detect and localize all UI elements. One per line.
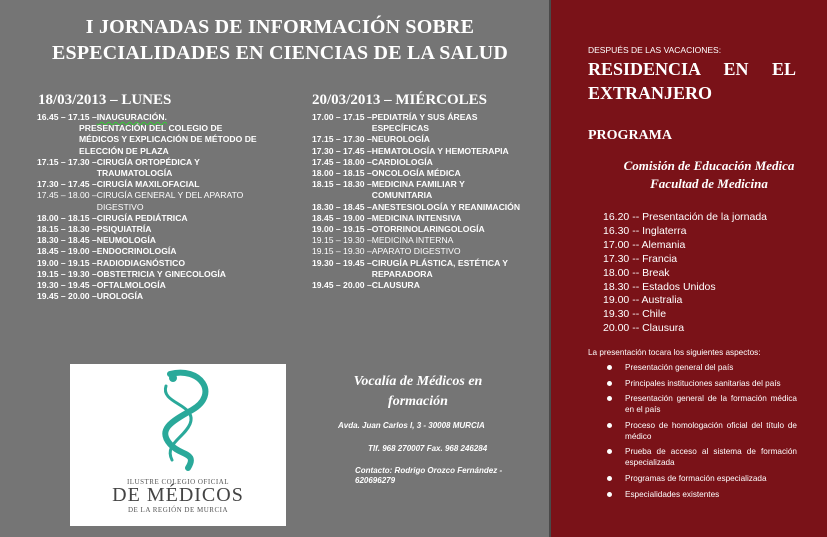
right-title-line1: RESIDENCIA EN EL (588, 59, 796, 79)
schedule-topic: ENDOCRINOLOGÍA (96, 246, 177, 257)
comision-line1: Comisión de Educación Medica (623, 158, 795, 173)
phone: Tlf. 968 270007 Fax. 968 246284 (368, 444, 488, 453)
schedule-row (312, 202, 526, 213)
schedule-topic: CARDIOLOGÍA (371, 156, 433, 167)
schedule-topic: CIRUGÍA GENERAL Y DEL APARATO DIGESTIVO (96, 190, 244, 212)
schedule-row (312, 157, 526, 168)
schedule-row (37, 258, 259, 269)
aspect-text: Presentación general del país (625, 363, 734, 372)
schedule-time: 19.30 – 19.45 – (37, 280, 97, 291)
schedule-row (312, 134, 526, 145)
aspects-intro: La presentación tocara los siguientes aspectos: (588, 348, 761, 357)
colegio-logo (70, 364, 286, 526)
schedule-time: 18.00 – 18.15 – (312, 168, 372, 179)
schedule-row (37, 291, 259, 302)
schedule-topic: PRESENTACIÓN DEL COLEGIO DE MÉDICOS Y EXPLICACIÓN DE MÉTODO DE ELECCIÓN DE PLAZA (79, 123, 257, 156)
contact: Contacto: Rodrigo Orozco Fernández - 620696279 (355, 466, 503, 485)
schedule-topic: OBSTETRICIA Y GINECOLOGÍA (96, 268, 226, 279)
logo-line1: ILUSTRE COLEGIO OFICIAL (126, 478, 230, 486)
vocalia-title: Vocalía de Médicos en formación (353, 374, 483, 409)
schedule-row (37, 190, 259, 212)
program-item: 16.30 -- Inglaterra (603, 224, 687, 237)
aspect-item (607, 362, 797, 373)
bullet-icon (607, 476, 612, 481)
schedule-topic: MEDICINA INTERNA (371, 235, 454, 246)
schedule-time: 18.45 – 19.00 – (312, 212, 372, 223)
programa-heading: PROGRAMA (588, 128, 672, 143)
schedule-topic: PSIQUIATRÍA (96, 224, 152, 235)
aspect-item (607, 489, 797, 500)
schedule-topic: MEDICINA INTENSIVA (371, 212, 462, 223)
schedule-topic: OFTALMOLOGÍA (96, 280, 166, 291)
schedule-topic: RADIODIAGNÓSTICO (96, 257, 186, 268)
right-subtitle: DESPUÉS DE LAS VACACIONES: (588, 45, 722, 55)
aspect-item (607, 393, 797, 415)
program-item: 20.00 -- Clausura (603, 322, 685, 335)
program-item: 17.30 -- Francia (603, 252, 678, 265)
schedule-row (37, 213, 259, 224)
aspect-text: Proceso de homologación oficial del título de médico (625, 420, 797, 441)
schedule-time: 16.45 – 17.15 – (37, 112, 97, 122)
schedule-row (37, 224, 259, 235)
bullet-icon (607, 381, 612, 386)
schedule-time: 17.45 – 18.00 – (37, 190, 97, 201)
schedule-time: 17.45 – 18.00 – (312, 156, 372, 167)
program-item: 18.30 -- Estados Unidos (603, 280, 716, 293)
schedule-row (312, 280, 526, 291)
schedule-topic: PEDIATRÍA Y SUS ÁREAS ESPECÍFICAS (371, 112, 478, 134)
schedule-time: 18.45 – 19.00 – (37, 246, 97, 257)
address: Avda. Juan Carlos I, 3 - 30008 MURCIA (338, 421, 485, 430)
schedule-time: 19.30 – 19.45 – (312, 257, 372, 268)
day1-heading: 18/03/2013 – LUNES (38, 92, 172, 108)
schedule-row (37, 112, 259, 123)
schedule-topic: ANESTESIOLOGÍA Y REANIMACIÓN (371, 201, 521, 212)
aspect-text: Principales instituciones sanitarias del país (625, 378, 781, 388)
event-title-line2: ESPECIALIDADES EN CIENCIAS DE LA SALUD (51, 42, 509, 64)
logo-line3: DE LA REGIÓN DE MURCIA (127, 506, 229, 514)
comision (591, 157, 827, 193)
schedule-time: 18.15 – 18.30 – (312, 179, 372, 190)
schedule-time: 17.30 – 17.45 – (37, 179, 97, 190)
schedule-time: 18.30 – 18.45 – (312, 201, 372, 212)
schedule-topic: ONCOLOGÍA MÉDICA (371, 168, 461, 179)
schedule-row (37, 269, 259, 280)
bullet-icon (607, 365, 612, 370)
schedule-topic: CIRUGÍA ORTOPÉDICA Y TRAUMATOLOGÍA (96, 156, 200, 179)
aspect-item (607, 420, 797, 442)
schedule-time: 17.15 – 17.30 – (312, 134, 372, 145)
bullet-icon (607, 492, 612, 497)
event-title-line1: I JORNADAS DE INFORMACIÓN SOBRE (85, 16, 475, 38)
schedule-topic: HEMATOLOGÍA Y HEMOTERAPIA (371, 145, 509, 156)
program-item: 19.00 -- Australia (603, 294, 683, 307)
aspect-item (607, 378, 797, 389)
day1-schedule (37, 112, 259, 302)
schedule-row (312, 258, 526, 280)
caduceus-icon (70, 364, 286, 479)
schedule-topic: CIRUGÍA PLÁSTICA, ESTÉTICA Y REPARADORA (371, 257, 508, 279)
schedule-row (37, 246, 259, 257)
schedule-time: 19.45 – 20.00 – (312, 280, 372, 291)
schedule-time: 19.15 – 19.30 – (312, 235, 372, 246)
schedule-time (37, 123, 79, 157)
schedule-row (312, 168, 526, 179)
schedule-topic: CLAUSURA (371, 280, 420, 291)
schedule-topic: INAUGURACIÓN. (96, 112, 167, 122)
schedule-row (37, 235, 259, 246)
right-title-line2: EXTRANJERO (588, 83, 713, 103)
program-item: 19.30 -- Chile (603, 308, 667, 321)
logo-line2: DE MÉDICOS (112, 484, 244, 506)
event-title (30, 14, 530, 66)
aspect-text: Especialidades existentes (625, 489, 720, 499)
program-list (603, 211, 767, 336)
schedule-topic: NEUMOLOGÍA (96, 235, 156, 246)
schedule-time: 18.15 – 18.30 – (37, 224, 97, 235)
schedule-time: 19.45 – 20.00 – (37, 291, 97, 302)
schedule-time: 19.00 – 19.15 – (312, 224, 372, 235)
schedule-topic: OTORRINOLARINGOLOGÍA (371, 224, 485, 235)
schedule-row (312, 179, 526, 201)
schedule-row (37, 123, 259, 157)
aspect-text: Prueba de acceso al sistema de formación especializada (625, 447, 797, 468)
schedule-time: 19.15 – 19.30 – (37, 268, 97, 279)
schedule-topic: MEDICINA FAMILIAR Y COMUNITARIA (371, 179, 465, 201)
schedule-time: 17.00 – 17.15 – (312, 112, 372, 122)
schedule-time: 18.00 – 18.15 – (37, 212, 97, 223)
schedule-row (312, 235, 526, 246)
schedule-row (37, 179, 259, 190)
day2-heading: 20/03/2013 – MIÉRCOLES (312, 92, 488, 108)
bullet-icon (607, 449, 612, 454)
schedule-topic: CIRUGÍA PEDIÁTRICA (96, 212, 188, 223)
schedule-topic: CIRUGÍA MAXILOFACIAL (96, 179, 200, 190)
schedule-time: 19.00 – 19.15 – (37, 257, 97, 268)
bullet-icon (607, 423, 612, 428)
aspect-text: Presentación general de la formación médica en el país (625, 394, 797, 415)
schedule-topic: APARATO DIGESTIVO (371, 246, 461, 257)
schedule-topic: UROLOGÍA (96, 291, 144, 302)
schedule-topic: NEUROLOGÍA (371, 134, 430, 145)
right-panel (551, 0, 827, 537)
comision-line2: Facultad de Medicina (650, 176, 768, 191)
aspect-text: Programas de formación especializada (625, 473, 767, 483)
schedule-row (37, 157, 259, 179)
aspect-item (607, 473, 797, 484)
schedule-time: 17.30 – 17.45 – (312, 145, 372, 156)
schedule-row (312, 213, 526, 224)
day2-schedule (312, 112, 526, 291)
aspect-item (607, 446, 797, 468)
schedule-row (312, 246, 526, 257)
program-item: 16.20 -- Presentación de la jornada (603, 211, 768, 223)
program-item: 17.00 -- Alemania (603, 238, 686, 251)
schedule-row (312, 224, 526, 235)
bullet-icon (607, 396, 612, 401)
schedule-time: 17.15 – 17.30 – (37, 156, 97, 167)
program-item: 18.00 -- Break (603, 266, 670, 279)
schedule-time: 18.30 – 18.45 – (37, 235, 97, 246)
aspects-list (607, 362, 797, 504)
schedule-row (312, 146, 526, 157)
schedule-time: 19.15 – 19.30 – (312, 246, 372, 257)
schedule-row (37, 280, 259, 291)
schedule-row (312, 112, 526, 134)
